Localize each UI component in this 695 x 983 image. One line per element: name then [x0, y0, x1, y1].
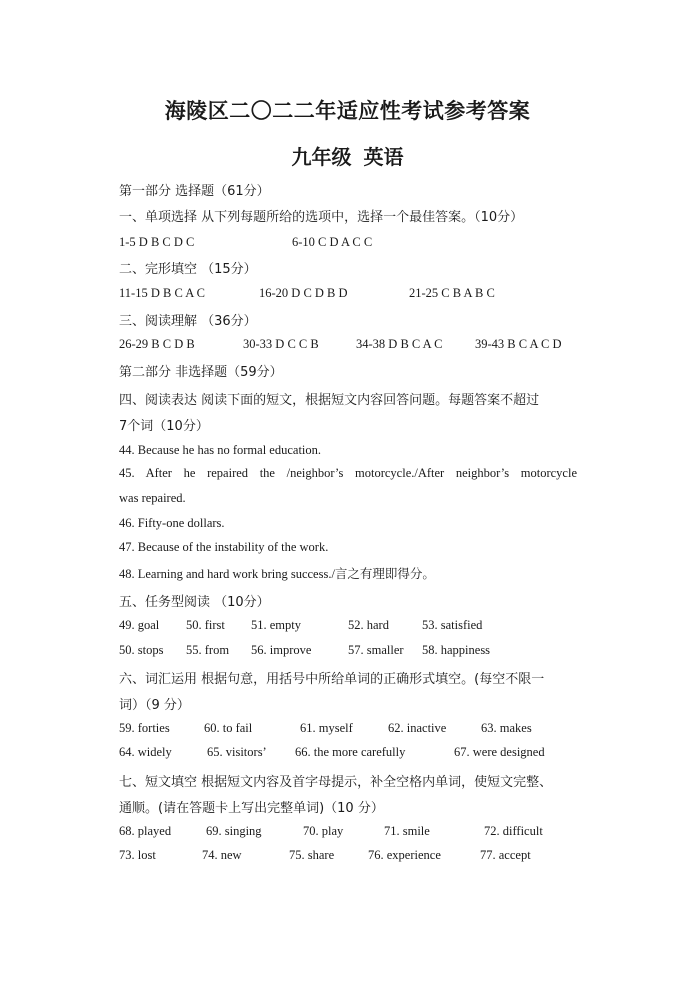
section3-heading: 三、阅读理解 （36分）: [119, 314, 257, 329]
answer-44: 44. Because he has no formal education.: [119, 443, 322, 457]
answer-item: 56. improve: [251, 643, 312, 657]
answer-item: 65. visitors’: [207, 745, 267, 759]
section5-heading: 五、任务型阅读 （10分）: [119, 595, 270, 610]
answer-item: 70. play: [303, 824, 344, 838]
answer-item: 61. myself: [300, 721, 353, 735]
answer-group: 1-5 D B C D C: [119, 235, 195, 249]
answer-item: 62. inactive: [388, 721, 447, 735]
answer-group: 30-33 D C C B: [243, 337, 319, 351]
answer-group: 11-15 D B C A C: [119, 286, 206, 300]
section6-heading: 六、词汇运用 根据句意，用括号中所给单词的正确形式填空。(每空不限一: [119, 672, 545, 687]
section2-heading: 二、完形填空 （15分）: [119, 262, 257, 277]
answer-item: 58. happiness: [422, 643, 491, 657]
answer-item: 66. the more carefully: [295, 745, 406, 759]
answer-item: 50. first: [186, 618, 225, 632]
answer-48: 48. Learning and hard work bring success./言之有理即得分。: [119, 567, 435, 581]
grade-subject-title: [0, 141, 695, 170]
answer-item: 73. lost: [119, 848, 156, 862]
section6-heading-cont: 词）（9 分）: [119, 698, 190, 713]
answer-45-cont: was repaired.: [119, 491, 186, 505]
answer-45: 45. After he repaired the /neighbor’s motorcycle./After neighbor’s motorcycle: [119, 466, 577, 480]
section7-heading: 七、短文填空 根据短文内容及首字母提示，补全空格内单词，使短文完整、: [119, 775, 553, 790]
answer-group: 6-10 C D A C C: [292, 235, 373, 249]
answer-item: 51. empty: [251, 618, 301, 632]
answer-item: 60. to fail: [204, 721, 253, 735]
answer-group: 34-38 D B C A C: [356, 337, 443, 351]
answer-group: 16-20 D C D B D: [259, 286, 348, 300]
answer-item: 72. difficult: [484, 824, 543, 838]
answer-item: 55. from: [186, 643, 230, 657]
answer-item: 64. widely: [119, 745, 172, 759]
subject-label: 英语: [363, 145, 404, 169]
answer-group: 26-29 B C D B: [119, 337, 195, 351]
part2-heading: 第二部分 非选择题（59分）: [119, 365, 283, 380]
section4-heading: 四、阅读表达 阅读下面的短文，根据短文内容回答问题。每题答案不超过: [119, 393, 540, 408]
answer-item: 53. satisfied: [422, 618, 483, 632]
answer-item: 77. accept: [480, 848, 531, 862]
grade-label: 九年级: [291, 145, 352, 169]
answer-item: 57. smaller: [348, 643, 404, 657]
section1-heading: 一、单项选择 从下列每题所给的选项中，选择一个最佳答案。（10分）: [119, 210, 524, 225]
answer-item: 67. were designed: [454, 745, 545, 759]
document-title: 海陵区二〇二二年适应性考试参考答案: [164, 98, 531, 123]
section4-heading-cont: 7个词（10分）: [119, 419, 209, 434]
answer-group: 39-43 B C A C D: [475, 337, 562, 351]
part1-heading: 第一部分 选择题（61分）: [119, 184, 270, 199]
answer-item: 75. share: [289, 848, 335, 862]
section7-heading-cont: 通顺。(请在答题卡上写出完整单词)（10 分）: [119, 801, 384, 816]
answer-item: 76. experience: [368, 848, 441, 862]
answer-item: 69. singing: [206, 824, 262, 838]
answer-47: 47. Because of the instability of the work.: [119, 540, 329, 554]
answer-item: 49. goal: [119, 618, 160, 632]
answer-item: 59. forties: [119, 721, 170, 735]
answer-group: 21-25 C B A B C: [409, 286, 495, 300]
answer-item: 68. played: [119, 824, 172, 838]
answer-46: 46. Fifty-one dollars.: [119, 516, 225, 530]
answer-item: 63. makes: [481, 721, 532, 735]
answer-item: 52. hard: [348, 618, 389, 632]
answer-item: 71. smile: [384, 824, 430, 838]
answer-item: 74. new: [202, 848, 242, 862]
answer-item: 50. stops: [119, 643, 164, 657]
